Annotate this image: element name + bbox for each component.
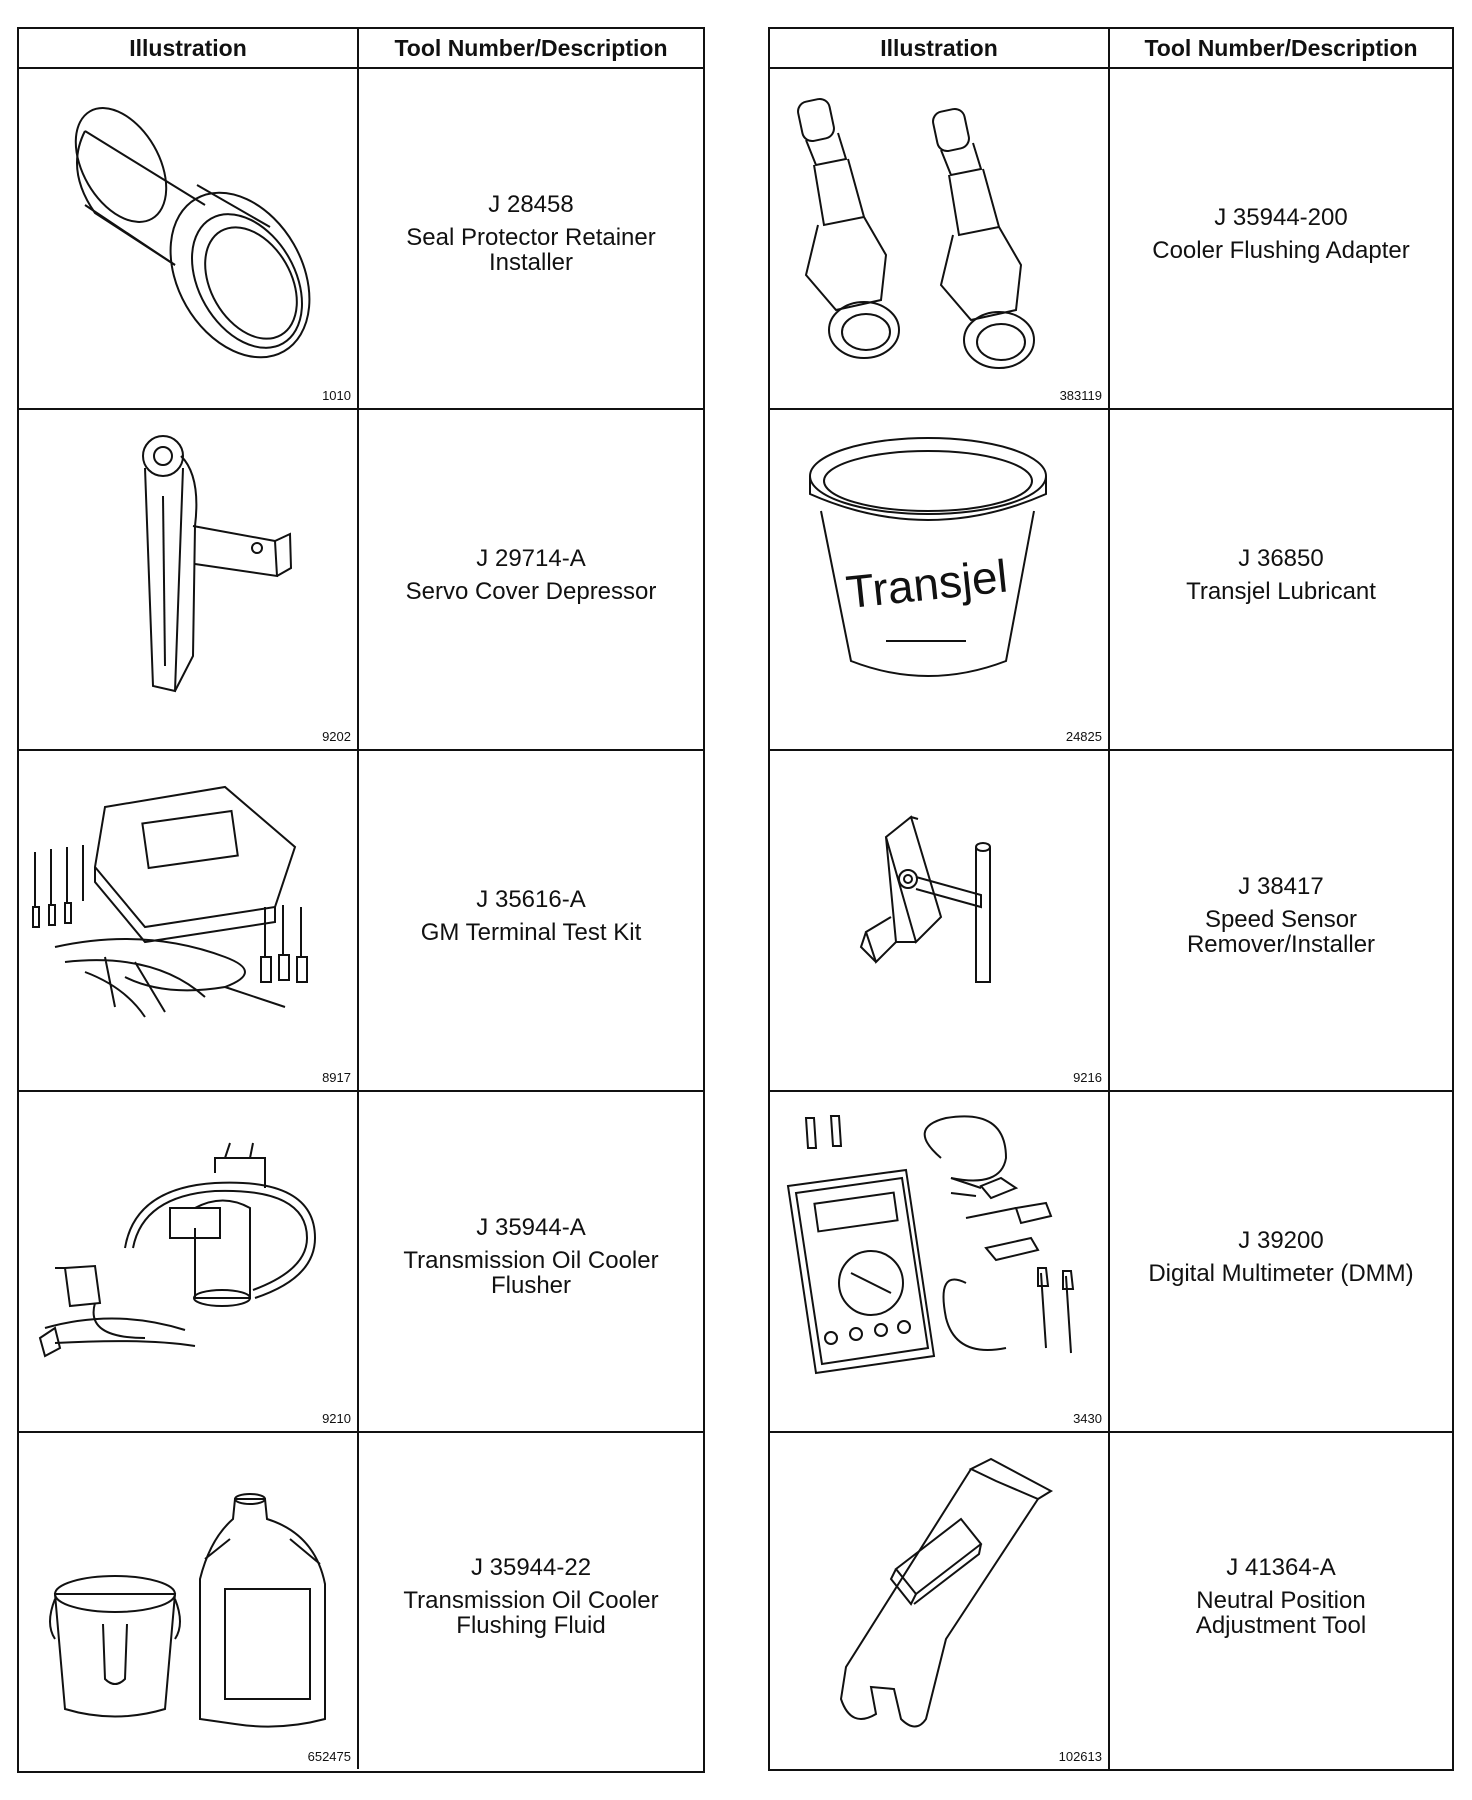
tool-description: Transmission Oil Cooler (403, 1247, 659, 1274)
tool-number: J 38417 (1238, 873, 1324, 900)
tool-description: Installer (488, 249, 574, 276)
flusher-icon (25, 1098, 351, 1398)
tool-number: J 39200 (1238, 1226, 1324, 1254)
tool-number: J 36850 (1238, 544, 1324, 572)
depressor-icon (25, 416, 351, 716)
figure-number: 102613 (1058, 1749, 1102, 1764)
figure-number: 8917 (322, 1070, 351, 1085)
figure-number: 383119 (1059, 388, 1102, 403)
illustration-header: Illustration (19, 29, 359, 67)
tool-number: J 35944-22 (470, 1553, 592, 1581)
illustration-header: Illustration (770, 29, 1110, 67)
tool-description-header: Tool Number/Description (1144, 34, 1418, 61)
tool-description: Speed Sensor (1204, 906, 1358, 933)
tool-description: Adjustment Tool (1195, 1611, 1367, 1639)
tool-description: Neutral Position (1196, 1586, 1366, 1614)
tool-description-header: Tool Number/Description (394, 34, 668, 61)
tool-number: J 35944-A (476, 1214, 586, 1241)
tool-description: Transjel Lubricant (1186, 577, 1376, 605)
tool-description: GM Terminal Test Kit (420, 918, 642, 946)
tool-row (19, 69, 703, 410)
seal-protector-icon (25, 75, 351, 375)
tool-row (770, 1433, 1452, 1769)
tool-description: Seal Protector Retainer (406, 224, 656, 251)
tool-description: Remover/Installer (1186, 931, 1376, 958)
figure-number: 652475 (307, 1749, 351, 1764)
speed-sensor-tool-icon (776, 757, 1102, 1057)
tool-row (770, 69, 1452, 410)
tool-number: J 35944-200 (1214, 203, 1348, 231)
figure-number: 9210 (322, 1411, 351, 1426)
tool-row (19, 1092, 703, 1433)
fluid-jug-icon (25, 1439, 351, 1739)
tool-table-right (768, 27, 1454, 1771)
tub-label: Transjel (843, 549, 1011, 619)
table-header (770, 29, 1452, 69)
tool-number: J 35616-A (476, 885, 586, 913)
figure-number: 9216 (1073, 1070, 1102, 1085)
multimeter-icon (776, 1098, 1102, 1398)
figure-number: 24825 (1065, 729, 1102, 744)
figure-number: 9202 (322, 729, 351, 744)
adapter-fittings-icon (776, 75, 1102, 375)
tool-description: Flusher (490, 1272, 572, 1299)
test-kit-icon (25, 757, 351, 1057)
tool-row (770, 1092, 1452, 1433)
tool-row (19, 751, 703, 1092)
adjustment-tool-icon (776, 1439, 1102, 1739)
tool-row (19, 1433, 703, 1769)
figure-number: 1010 (322, 388, 351, 403)
tool-number: J 28458 (488, 191, 574, 218)
tool-description: Servo Cover Depressor (405, 577, 657, 605)
table-header (19, 29, 703, 69)
figure-number: 3430 (1073, 1411, 1102, 1426)
tool-number: J 41364-A (1226, 1553, 1336, 1581)
tool-row (19, 410, 703, 751)
tool-description: Flushing Fluid (456, 1611, 606, 1639)
tool-table-left (17, 27, 705, 1773)
tool-row (770, 751, 1452, 1092)
tool-description: Cooler Flushing Adapter (1152, 236, 1410, 264)
tool-description: Transmission Oil Cooler (403, 1586, 659, 1614)
tool-description: Digital Multimeter (DMM) (1148, 1259, 1414, 1287)
tool-row (770, 410, 1452, 751)
lubricant-tub-icon (776, 416, 1102, 716)
tool-number: J 29714-A (476, 544, 586, 572)
